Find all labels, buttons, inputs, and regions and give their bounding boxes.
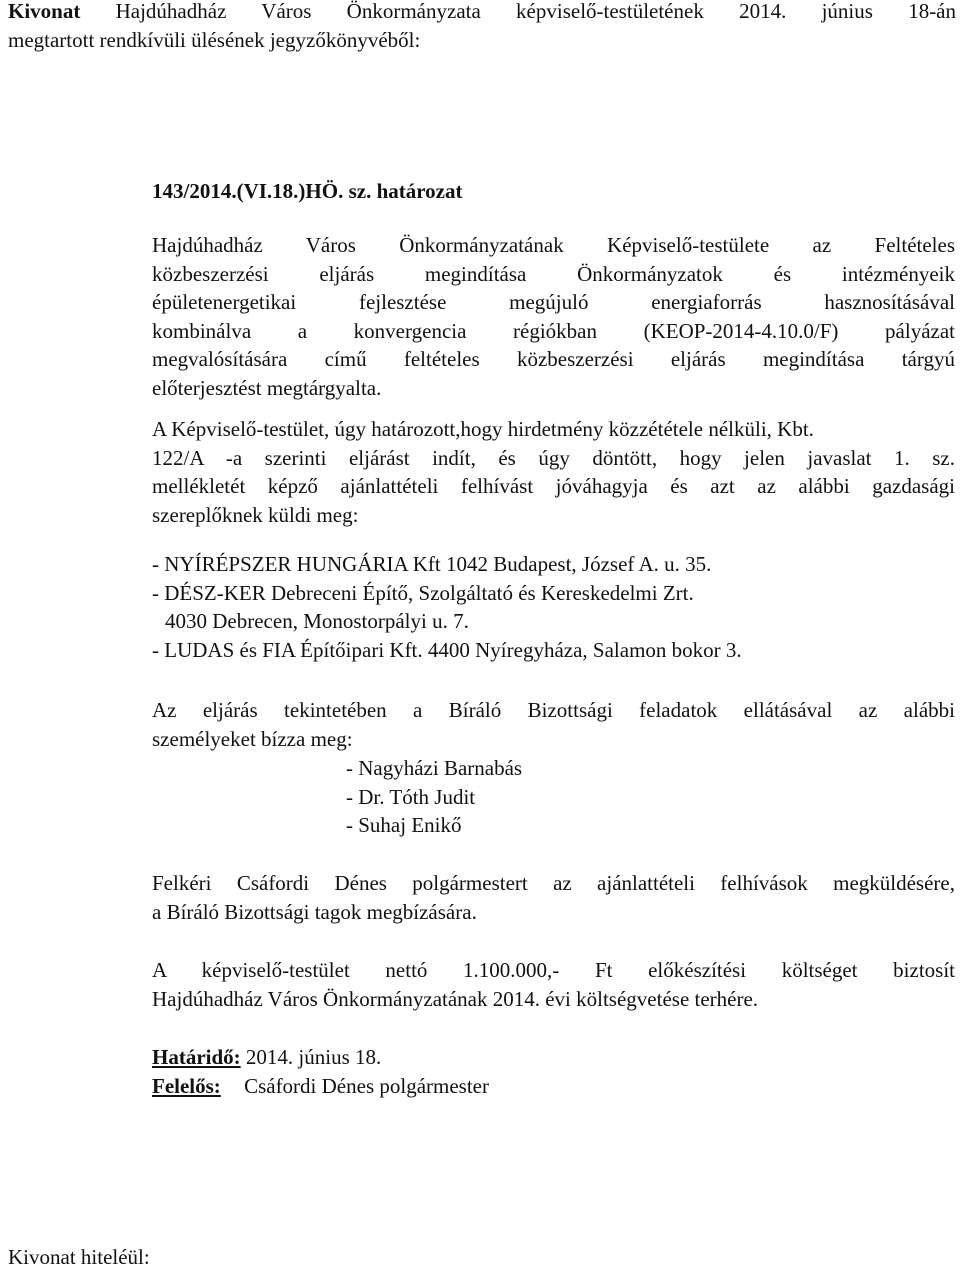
deadline-line xyxy=(152,1043,381,1072)
budget-paragraph xyxy=(152,956,955,1013)
document-header xyxy=(8,0,956,54)
paragraph-line: közbeszerzési eljárás megindítása Önkormányzatok és intézményeik xyxy=(152,261,955,286)
paragraph-line: a Bíráló Bizottsági tagok megbízására. xyxy=(152,899,477,924)
paragraph-line: 122/A -a szerinti eljárást indít, és úgy döntött, hogy jelen javaslat 1. sz. xyxy=(152,445,955,470)
committee-intro xyxy=(152,696,955,753)
paragraph-line: megvalósítására című feltételes közbeszerzési eljárás megindítása tárgyú xyxy=(152,347,955,371)
paragraph-line: szereplőknek küldi meg: xyxy=(152,502,359,527)
responsible-value: Csáfordi Dénes polgármester xyxy=(244,1074,489,1098)
paragraph-line: kombinálva a konvergencia régiókban (KEOP-2014-4.10.0/F) pályázat xyxy=(152,318,955,343)
deadline-label: Határidő: xyxy=(152,1045,241,1069)
mayor-request xyxy=(152,869,955,926)
deadline-value: 2014. június 18. xyxy=(245,1045,382,1069)
paragraph-line: személyeket bízza meg: xyxy=(152,726,353,751)
paragraph-line: Hajdúhadház Város Önkormányzatának 2014. évi költségvetése terhére. xyxy=(152,986,759,1011)
paragraph-line: Hajdúhadház Város Önkormányzatának Képviselő-testülete az Feltételes xyxy=(152,233,955,257)
header-line-1-text: Hajdúhadház Város Önkormányzata képviselő-testületének 2014. június 18-án xyxy=(115,0,957,23)
paragraph-decision xyxy=(152,415,955,529)
committee-member: - Dr. Tóth Judit xyxy=(346,784,476,809)
resolution-title: 143/2014.(VI.18.)HÖ. sz. határozat xyxy=(152,179,463,203)
header-line-1 xyxy=(8,0,956,26)
paragraph-intro xyxy=(152,231,955,402)
committee-member: - Nagyházi Barnabás xyxy=(346,756,523,780)
bidder-item: - LUDAS és FIA Építőipari Kft. 4400 Nyíregyháza, Salamon bokor 3. xyxy=(152,637,742,662)
bidders-list xyxy=(152,550,955,664)
committee-members xyxy=(346,754,522,840)
bidder-item: - DÉSZ-KER Debreceni Építő, Szolgáltató és Kereskedelmi Zrt. xyxy=(152,580,694,605)
header-line-2: megtartott rendkívüli ülésének jegyzőkönyvéből: xyxy=(8,27,421,52)
bidder-item: - NYÍRÉPSZER HUNGÁRIA Kft 1042 Budapest, József A. u. 35. xyxy=(152,552,712,576)
paragraph-line: A képviselő-testület nettó 1.100.000,- Ft előkészítési költséget biztosít xyxy=(152,958,955,982)
committee-member: - Suhaj Enikő xyxy=(346,813,462,837)
paragraph-line: Az eljárás tekintetében a Bíráló Bizottsági feladatok ellátásával az alábbi xyxy=(152,698,955,722)
paragraph-line: előterjesztést megtárgyalta. xyxy=(152,375,382,400)
bidder-address: 4030 Debrecen, Monostorpályi u. 7. xyxy=(165,609,469,633)
responsible-label: Felelős: xyxy=(152,1074,221,1098)
paragraph-line: Felkéri Csáfordi Dénes polgármestert az ajánlattételi felhívások megküldésére, xyxy=(152,871,955,895)
paragraph-line: A Képviselő-testület, úgy határozott,hogy hirdetmény közzététele nélküli, Kbt. xyxy=(152,417,814,441)
header-kivonat-label: Kivonat xyxy=(8,0,81,23)
paragraph-line: épületenergetikai fejlesztése megújuló energiaforrás hasznosításával xyxy=(152,290,955,314)
responsible-line xyxy=(152,1072,489,1101)
footer-attestation: Kivonat hiteléül: xyxy=(8,1245,150,1269)
paragraph-line: mellékletét képző ajánlattételi felhívást jóváhagyja és azt az alábbi gazdasági xyxy=(152,474,955,498)
